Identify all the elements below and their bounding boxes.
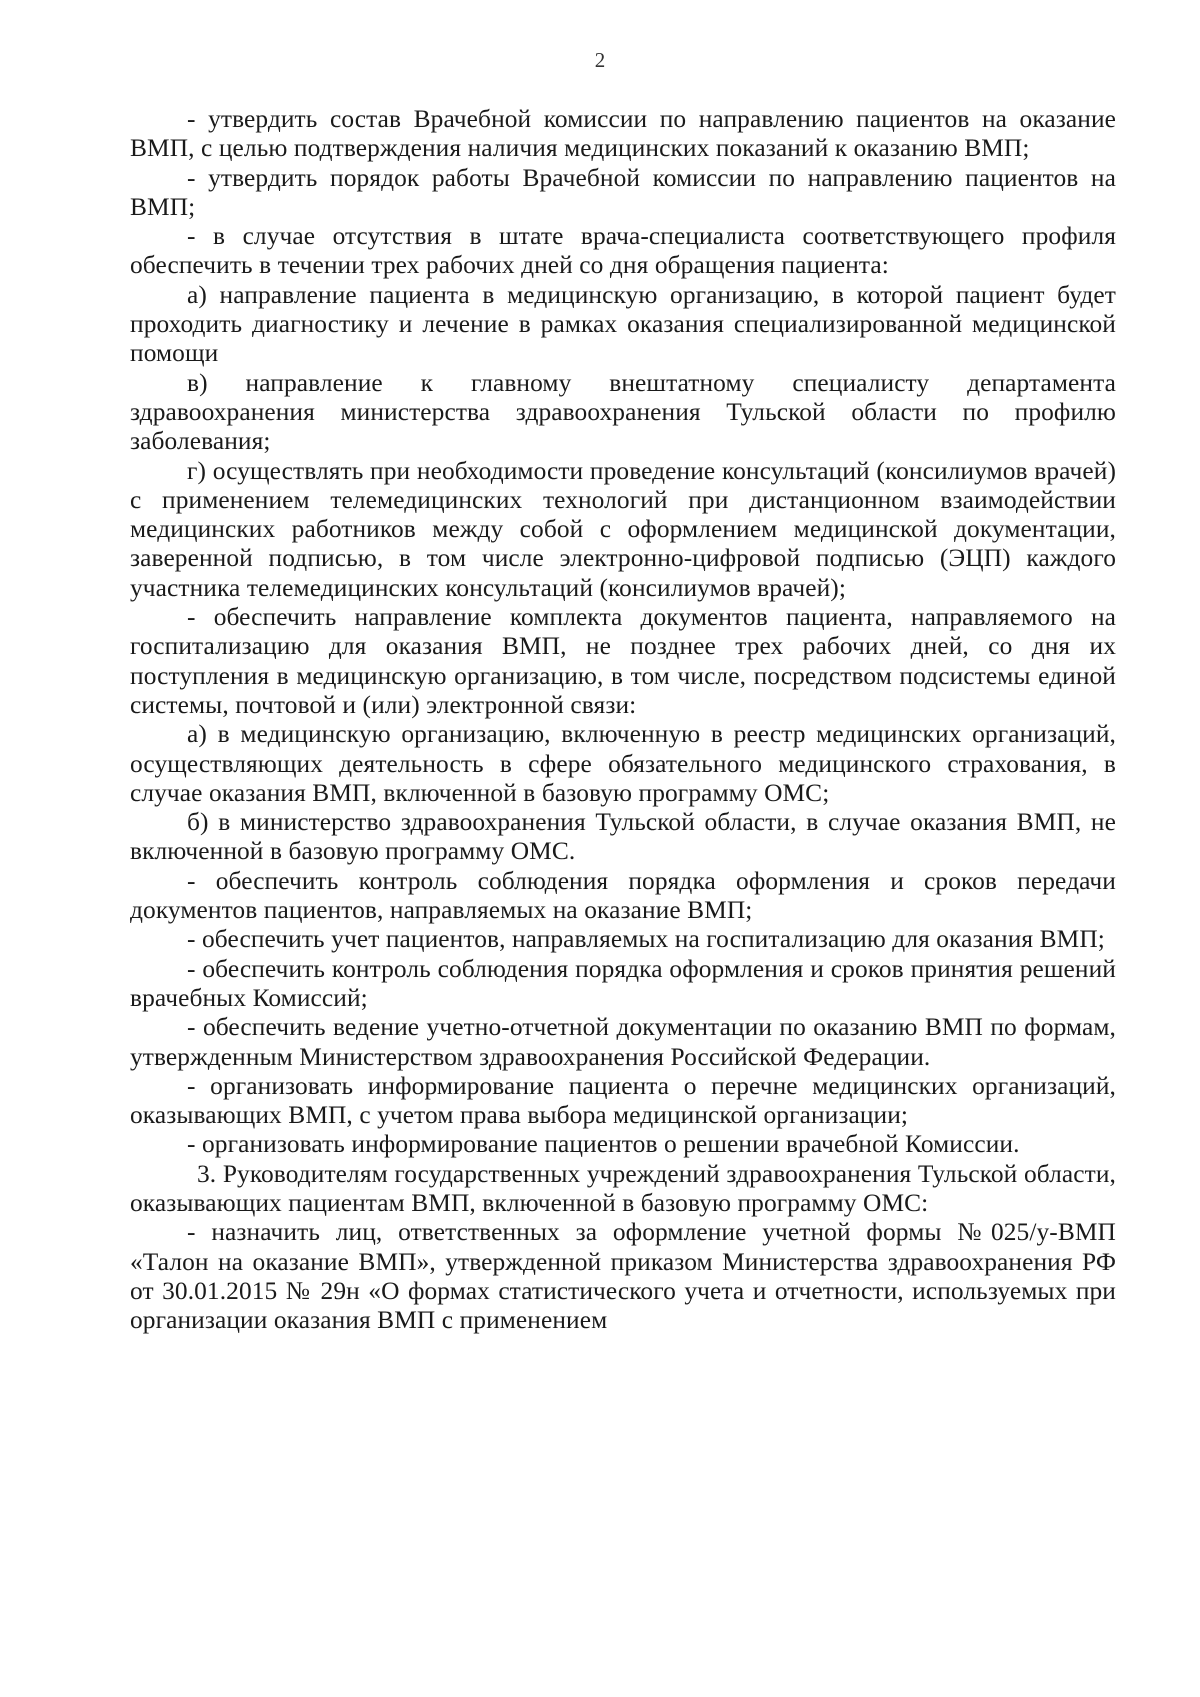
paragraph: - утвердить состав Врачебной комиссии по направлению пациентов на оказание ВМП, с целью подтверждения наличия медицинских показаний к оказанию ВМП; [130, 105, 1116, 163]
page-number: 2 [594, 48, 606, 72]
paragraph: б) в министерство здравоохранения Тульской области, в случае оказания ВМП, не включенной в базовую программу ОМС. [130, 808, 1116, 866]
paragraph: - обеспечить направление комплекта документов пациента, направляемого на госпитализацию для оказания ВМП, не позднее трех рабочих дней, со дня их поступления в медицинскую организацию, в том числе, посредством подсистемы единой системы, почтовой и (или) электронной связи: [130, 603, 1116, 719]
numbered-paragraph: 3. Руководителям государственных учреждений здравоохранения Тульской области, оказывающих пациентам ВМП, включенной в базовую программу ОМС: [130, 1159, 1116, 1217]
paragraph: в) направление к главному внештатному специалисту департамента здравоохранения министерства здравоохранения Тульской области по профилю заболевания; [130, 368, 1116, 456]
document-body [130, 105, 1116, 1335]
paragraph: г) осуществлять при необходимости проведение консультаций (консилиумов врачей) с применением телемедицинских технологий при дистанционном взаимодействии медицинских работников между собой с оформлением медицинской документации, заверенной подписью, в том числе электронно-цифровой подписью (ЭЦП) каждого участника телемедицинских консультаций (консилиумов врачей); [130, 456, 1116, 602]
paragraph: - назначить лиц, ответственных за оформление учетной формы №025/у-ВМП «Талон на оказание ВМП», утвержденной приказом Министерства здравоохранения РФ от 30.01.2015 № 29н «О формах статистического учета и отчетности, используемых при организации оказания ВМП с применением [130, 1218, 1116, 1335]
paragraph: - утвердить порядок работы Врачебной комиссии по направлению пациентов на ВМП; [130, 163, 1116, 221]
paragraph: а) в медицинскую организацию, включенную в реестр медицинских организаций, осуществляющих деятельность в сфере обязательного медицинского страхования, в случае оказания ВМП, включенной в базовую программу ОМС; [130, 720, 1116, 807]
paragraph: - организовать информирование пациента о перечне медицинских организаций, оказывающих ВМП, с учетом права выбора медицинской организации; [130, 1071, 1116, 1130]
paragraph: а) направление пациента в медицинскую организацию, в которой пациент будет проходить диагностику и лечение в рамках оказания специализированной медицинской помощи [130, 280, 1116, 368]
paragraph: - в случае отсутствия в штате врача-специалиста соответствующего профиля обеспечить в течении трех рабочих дней со дня обращения пациента: [130, 222, 1116, 280]
paragraph: - организовать информирование пациентов о решении врачебной Комиссии. [187, 1130, 1020, 1159]
paragraph: - обеспечить ведение учетно-отчетной документации по оказанию ВМП по формам, утвержденным Министерством здравоохранения Российской Федерации. [130, 1013, 1116, 1071]
paragraph: - обеспечить учет пациентов, направляемых на госпитализацию для оказания ВМП; [187, 925, 1105, 954]
paragraph: - обеспечить контроль соблюдения порядка оформления и сроков передачи документов пациентов, направляемых на оказание ВМП; [130, 866, 1116, 925]
paragraph: - обеспечить контроль соблюдения порядка оформления и сроков принятия решений врачебных Комиссий; [130, 954, 1116, 1012]
